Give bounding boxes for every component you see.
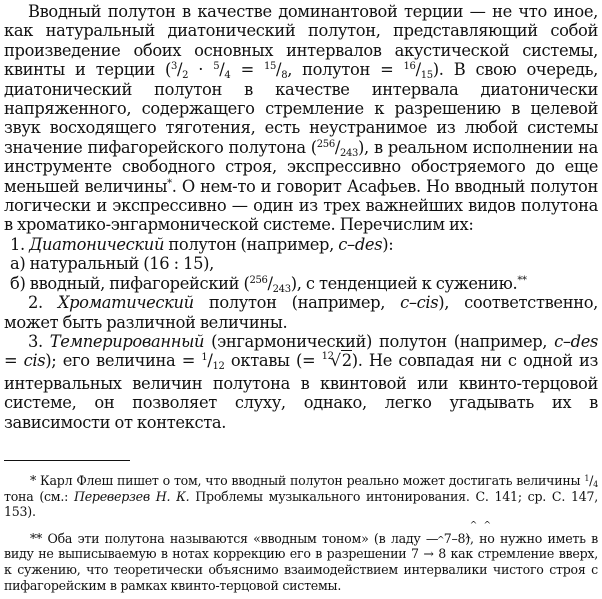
text-run: =: [230, 60, 265, 80]
fraction-numerator: 16: [403, 61, 416, 73]
fraction-denominator: 2: [182, 70, 189, 82]
text-run: а) натуральный (16 : 15),: [10, 254, 214, 274]
text-run: Карл Флеш пишет о том, что вводный полутон реально может достигать величины: [36, 472, 585, 488]
example-notes: c–des: [338, 234, 383, 254]
fraction-numerator: 5: [213, 61, 220, 73]
fraction-denominator: 4: [224, 70, 231, 82]
text-run: ):: [382, 234, 394, 254]
author-name: Переверзев Н. К.: [73, 488, 190, 504]
footnote-mark: *: [30, 472, 37, 488]
footnote-1: * Карл Флеш пишет о том, что вводный полутон реально может достигать величины $^1/_4$ тона (см.: Переверзев Н. К. Проблемы музыкального интонирования. С. 141; ср. С. 147, 153).: [4, 472, 598, 520]
item-number: 1.: [10, 234, 30, 254]
fraction-denominator: 15: [420, 70, 433, 82]
scale-degree: ^ 7: [444, 531, 452, 546]
dash: –: [451, 530, 458, 546]
text-run: (энгармонический) полутон (например,: [204, 331, 555, 351]
text-run: Оба эти полутона называются «вводным тоном» (в ладу —: [42, 530, 444, 546]
example-notes: c–des = cis: [4, 331, 598, 371]
footnote-2: [4, 531, 598, 593]
list-item-tempered: 3. Темперированный (энгармонический) полутон (например, c–des = cis); его величина = $^1/_{12}$ октавы (= $^{12}$√2). Не совпадая ни с одной из интервальных величин полутона в квинтовой или квинто-терцовой системе, он позволяет слуху, однако, легко угадывать их в зависимости от контекста.: [4, 331, 598, 432]
term: Темперированный: [49, 331, 205, 351]
text-run: Вводный полутон в качестве доминантовой терции — не что иное, как натуральный диатонический полутон, представляющий собой произведение обоих основных интервалов акустической системы, квинты и терции (: [4, 2, 598, 80]
text-run: полутон (например,: [164, 234, 339, 254]
text-run: Проблемы музыкального интонирования. С. 141; ср. С. 147, 153).: [4, 488, 598, 520]
text-run: б) вводный, пифагорейский (: [10, 273, 250, 293]
text-run: , полутон =: [287, 60, 404, 80]
example-notes: c–cis: [400, 293, 439, 313]
list-item-chromatic: [4, 293, 598, 332]
fraction-denominator: 8: [281, 70, 288, 82]
text-run: ). В свою очередь, диатонический полутон в качестве интервала диатонически напряженного, содержащего стремление к разрешению в целевой звук восходящего тяготения, есть неустранимое из любой системы значение пифагорейского полутона (: [4, 60, 598, 157]
footnote-ref-1[interactable]: *: [167, 177, 172, 189]
text-run: октавы (: [224, 351, 302, 371]
term: Диатонический: [29, 234, 165, 254]
sub-item-pythagorean: б) вводный, пифагорейский $(^{256}/_{243})$, с тенденцией к сужению.**: [10, 273, 527, 295]
text-run: ), соответственно, может быть различной величины.: [4, 293, 598, 332]
text-run: ); его величина =: [45, 351, 202, 371]
scale-degree: ^ 8: [438, 546, 446, 561]
footnote-separator: [4, 460, 130, 461]
text-run: как стремление вверх, к сужению, что теоретически объяснимо взаимодействием интервалики чистого строя с пифагорейским в рамках квинто-терцовой системы.: [4, 546, 598, 593]
text-run: тона (см.:: [4, 488, 74, 504]
text-run: . О нем-то и говорит Асафьев. Но вводный полутон логически и экспрессивно — один из трех важнейших видов полутона в хроматико-энгармонической системе. Перечислим их:: [4, 176, 598, 235]
root-index: 12: [321, 351, 334, 363]
fraction-numerator: 3: [170, 61, 177, 73]
main-text: [4, 2, 598, 432]
fraction-denominator: 243: [272, 283, 291, 295]
item-number: 2.: [28, 293, 58, 313]
text-run: ·: [188, 60, 214, 80]
paragraph-leading-tone: Вводный полутон в качестве доминантовой терции — не что иное, как натуральный диатонический полутон, представляющий собой произведение обоих основных интервалов акустической системы, квинты и терции ($^3/_2 \cdot ^5/_4 = ^{15}/_8$, полутон = $^{16}/_{15}$). В свою очередь, диатонический полутон в качестве интервала диатонически напряженного, содержащего стремление к разрешению в целевой звук восходящего тяготения, есть неустранимое из любой системы значение пифагорейского полутона $(^{256}/_{243})$, в реальном исполнении на инструменте свободного строя, экспрессивно обостряемого до еще меньшей величины*. О нем-то и говорит Асафьев. Но вводный полутон логически и экспрессивно — один из трех важнейших видов полутона в хроматико-энгармонической системе. Перечислим их:: [4, 2, 598, 235]
text-run: ), в реальном исполнении на инструменте свободного строя, экспрессивно обостряемого до еще меньшей величины: [4, 137, 598, 196]
footnote-mark: **: [30, 530, 43, 546]
fraction-numerator: 256: [316, 138, 335, 150]
equals-sign: =: [302, 351, 322, 371]
fraction-denominator: 12: [212, 361, 225, 373]
scale-degree: ^ 7: [411, 546, 419, 561]
text-run: ). Не совпадая ни с одной из интервальных величин полутона в квинтовой или квинто-терцовой системе, он позволяет слуху, однако, легко угадывать их в зависимости от контекста.: [4, 351, 598, 432]
text-run: ), но нужно иметь в виду не выписываемую в нотах коррекцию его в разрешении: [4, 530, 598, 562]
list-item-diatonic: [4, 235, 598, 254]
fraction-denominator: 4: [593, 479, 598, 489]
footnote-ref-2[interactable]: **: [517, 274, 527, 286]
fraction-denominator: 243: [339, 147, 359, 159]
text-run: полутон (например,: [193, 293, 401, 313]
item-number: 3.: [28, 331, 50, 351]
term: Хроматический: [57, 293, 194, 313]
fraction-numerator: 1: [584, 473, 590, 483]
sub-item-natural: [4, 254, 598, 273]
fraction-numerator: 1: [201, 352, 208, 364]
footnotes: [4, 473, 598, 593]
text-run: ), с тенденцией к сужению.: [290, 273, 518, 293]
scale-degree: ^ 8: [458, 531, 466, 546]
arrow: →: [418, 546, 439, 562]
fraction-numerator: 15: [264, 61, 277, 73]
root-value: 2: [341, 351, 352, 371]
fraction-numerator: 256: [249, 274, 268, 286]
